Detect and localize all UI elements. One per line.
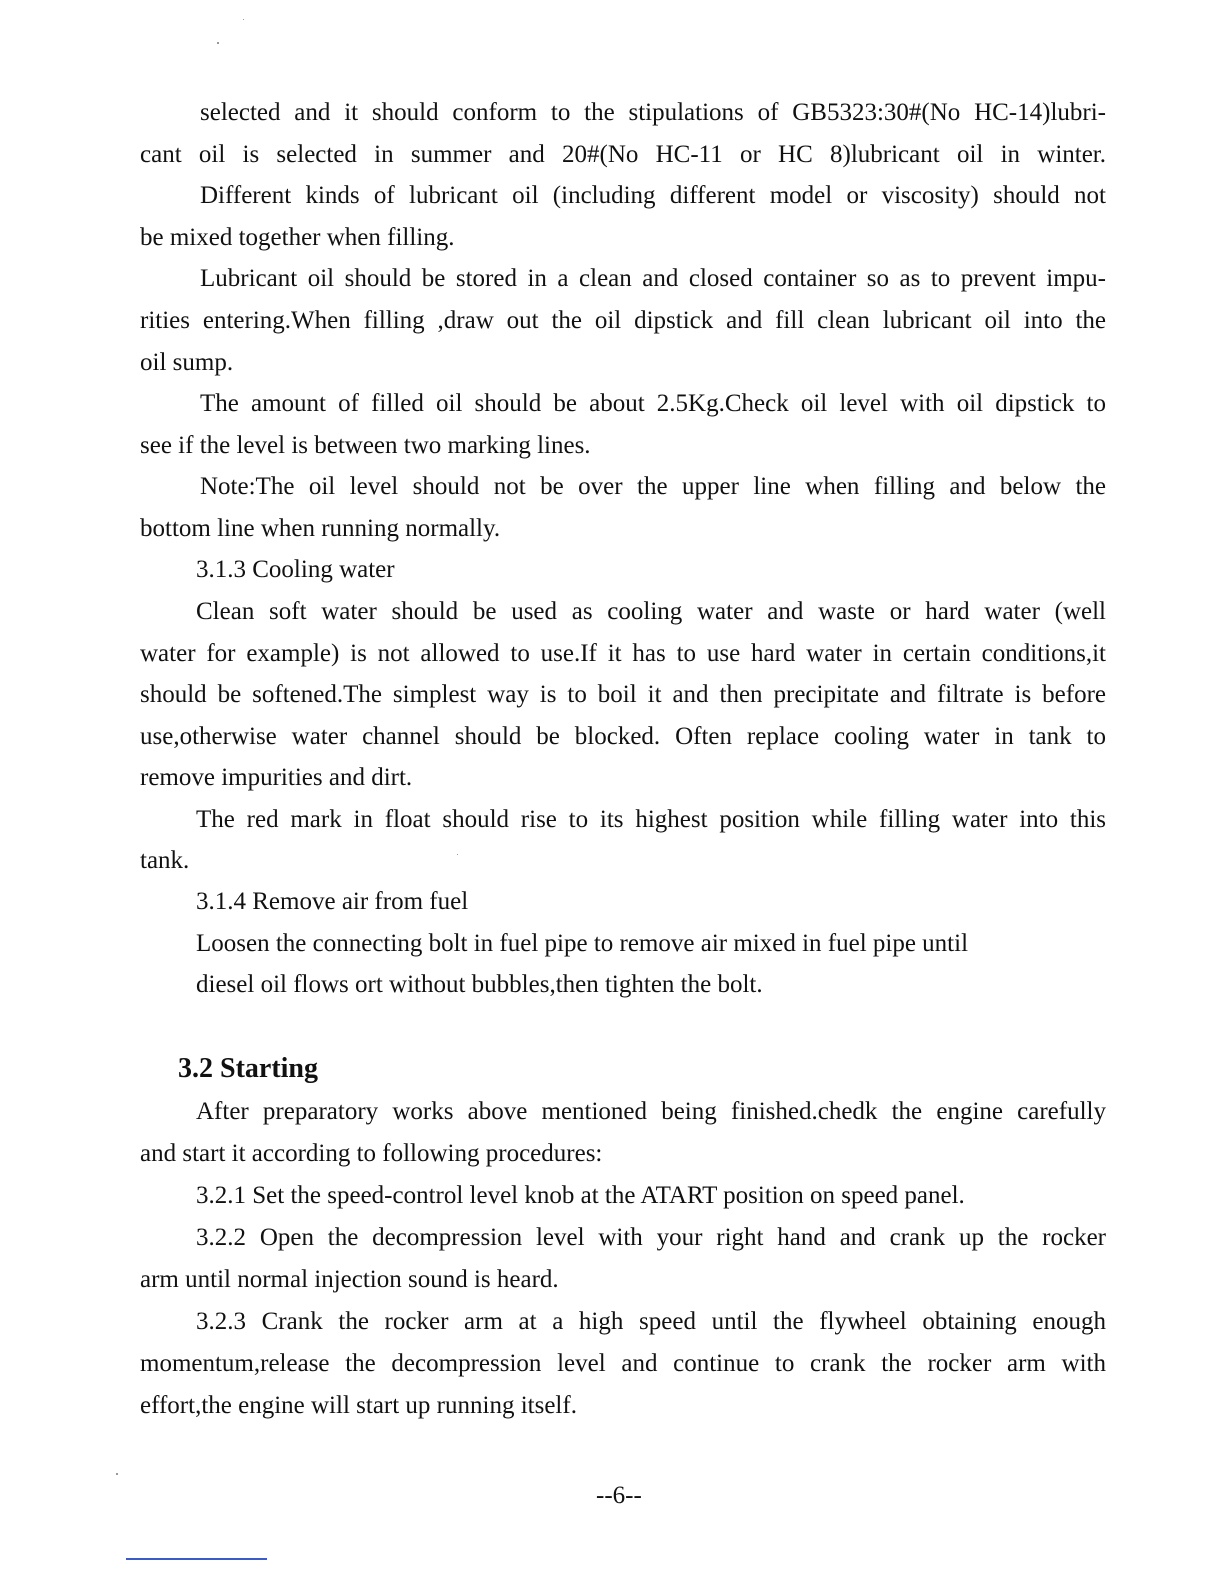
text-line: be mixed together when filling. [140, 224, 455, 251]
scan-speck [243, 19, 244, 20]
text-line: rities entering.When filling ,draw out the oil dipstick and fill clean lubricant oil into the [140, 307, 1106, 334]
text-line: effort,the engine will start up running itself. [140, 1392, 577, 1419]
page-number: --6-- [596, 1482, 642, 1509]
text-line: Loosen the connecting bolt in fuel pipe to remove air mixed in fuel pipe until [196, 930, 969, 957]
text-line: After preparatory works above mentioned being finished.chedk the engine carefully [196, 1098, 1106, 1125]
text-line: cant oil is selected in summer and 20#(No HC-11 or HC 8)lubricant oil in winter. [140, 141, 1106, 168]
text-line: The red mark in float should rise to its highest position while filling water into this [196, 806, 1106, 833]
text-line: Different kinds of lubricant oil (including different model or viscosity) should not [200, 182, 1106, 209]
scan-speck [217, 42, 219, 44]
text-line: oil sump. [140, 349, 234, 376]
text-line: 3.2.2 Open the decompression level with your right hand and crank up the rocker [196, 1224, 1106, 1251]
text-line: Note:The oil level should not be over the upper line when filling and below the [200, 473, 1106, 500]
subsection-title: 3.1.4 Remove air from fuel [196, 888, 469, 915]
text-line: bottom line when running normally. [140, 515, 501, 542]
text-line: The amount of filled oil should be about 2.5Kg.Check oil level with oil dipstick to [200, 390, 1106, 417]
text-line: diesel oil flows ort without bubbles,then tighten the bolt. [196, 971, 763, 998]
scan-speck [116, 1473, 118, 1475]
scan-speck [457, 854, 458, 855]
subsection-title: 3.1.3 Cooling water [196, 556, 395, 583]
text-line: tank. [140, 847, 190, 874]
text-line: water for example) is not allowed to use.If it has to use hard water in certain conditions,it [140, 640, 1106, 667]
text-line: should be softened.The simplest way is to boil it and then precipitate and filtrate is before [140, 681, 1106, 708]
text-line: Clean soft water should be used as cooling water and waste or hard water (well [196, 598, 1106, 625]
text-line: momentum,release the decompression level and continue to crank the rocker arm with [140, 1350, 1106, 1377]
text-line: 3.2.3 Crank the rocker arm at a high speed until the flywheel obtaining enough [196, 1308, 1106, 1335]
text-line: selected and it should conform to the stipulations of GB5323:30#(No HC-14)lubri- [200, 99, 1106, 126]
bottom-blue-rule [126, 1558, 267, 1560]
text-line: 3.2.1 Set the speed-control level knob at the ATART position on speed panel. [196, 1182, 965, 1209]
section-heading: 3.2 Starting [178, 1053, 318, 1084]
text-line: arm until normal injection sound is heard. [140, 1266, 559, 1293]
text-line: see if the level is between two marking lines. [140, 432, 591, 459]
text-line: Lubricant oil should be stored in a clean and closed container so as to prevent impu- [200, 265, 1106, 292]
text-line: and start it according to following procedures: [140, 1140, 603, 1167]
text-line: use,otherwise water channel should be blocked. Often replace cooling water in tank to [140, 723, 1106, 750]
text-line: remove impurities and dirt. [140, 764, 413, 791]
